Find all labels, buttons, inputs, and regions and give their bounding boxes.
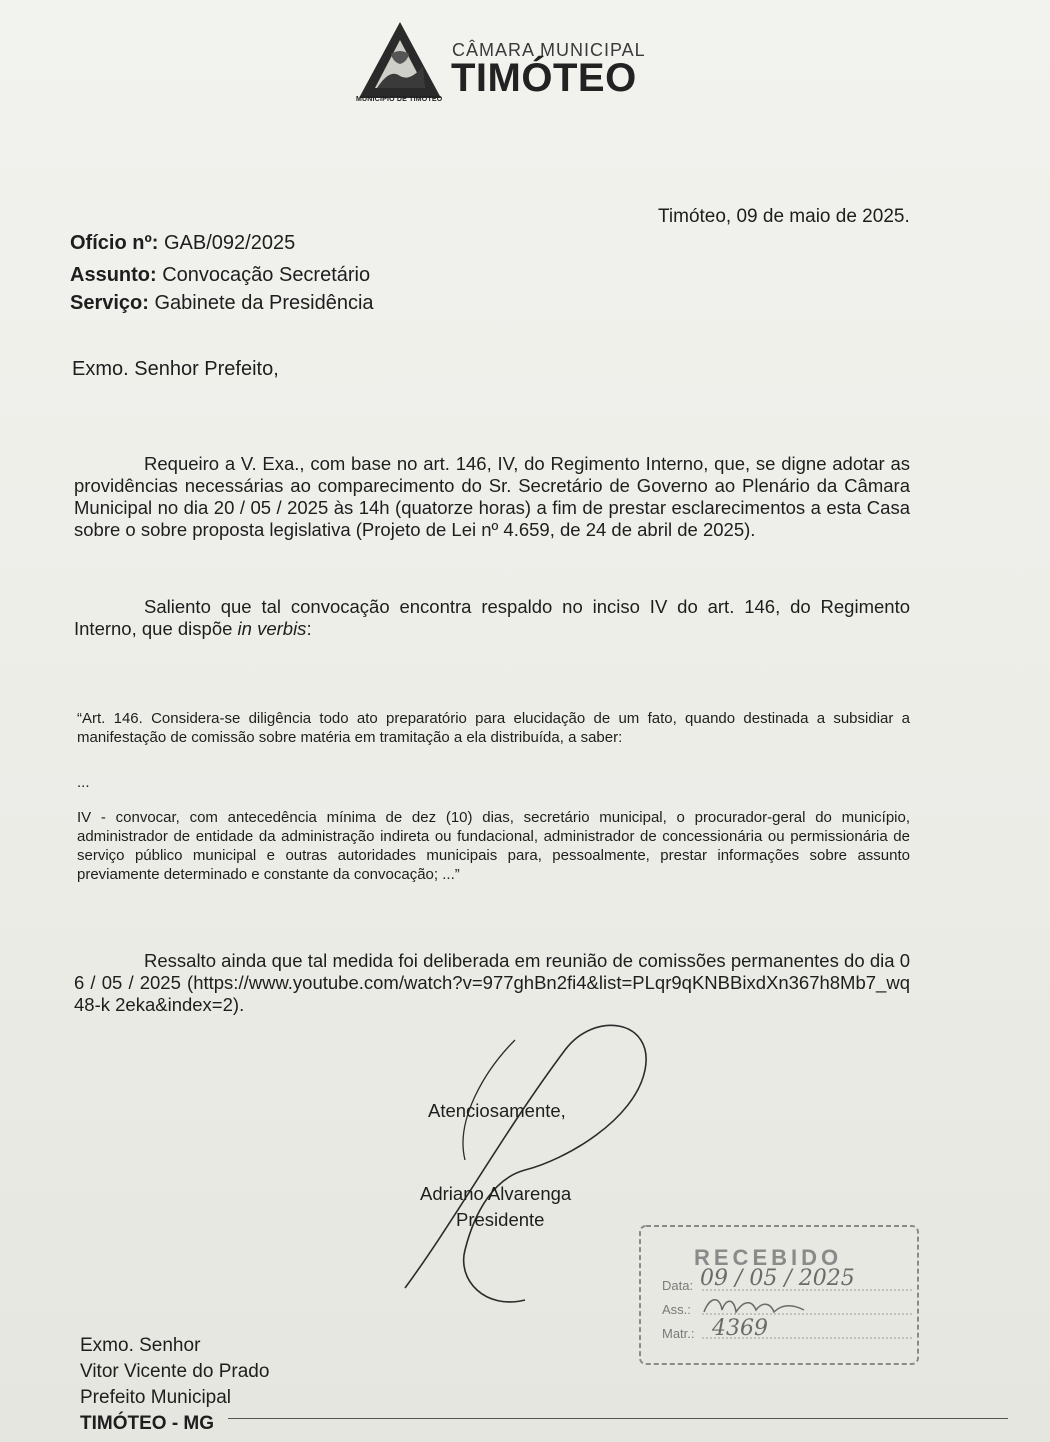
closing: Atenciosamente,	[428, 1100, 566, 1121]
paragraph-request-text: Requeiro a V. Exa., com base no art. 146, IV, do Regimento Interno, que, se digne adotar as providências necessárias ao comparecimento do Sr. Secretário de Governo ao Plenário da Câmara Municipal no dia 20 / 05 / 2025 às 14h (quatorze horas) a fim de prestar esclarecimentos a esta Casa sobre o sobre proposta legislativa (Projeto de Lei nº 4.659, de 24 de abril de 2025).	[74, 453, 910, 540]
date-line: Timóteo, 09 de maio de 2025.	[658, 206, 910, 227]
recipient-line-2: Vitor Vicente do Prado	[80, 1361, 270, 1382]
stamp-data-value: 09 / 05 / 2025	[700, 1266, 855, 1291]
oficio-value: GAB/092/2025	[163, 232, 296, 254]
recipient-block	[80, 1333, 269, 1437]
recipient-line-4: TIMÓTEO - MG	[80, 1413, 215, 1434]
quote-article: “Art. 146. Considera-se diligência todo ato preparatório para elucidação de um fato, quando destinada a subsidiar a manifestação de comissão sobre matéria em tramitação a ela distribuída, a saber:	[77, 710, 910, 746]
assunto-line	[70, 264, 370, 287]
paragraph-deliberation-text: Ressalto ainda que tal medida foi deliberada em reunião de comissões permanentes do dia 06 / 05 / 2025 (https://www.youtube.com/watch?v=977ghBn2fi4&list=PLqr9qKNBBixdXn367h8Mb7_wq48-k 2eka&index=2).	[74, 950, 910, 1015]
paragraph-basis	[74, 596, 910, 640]
handwritten-signature	[395, 1010, 665, 1310]
recipient-line-3: Prefeito Municipal	[80, 1387, 232, 1408]
signer-role: Presidente	[456, 1209, 545, 1230]
salutation: Exmo. Senhor Prefeito,	[72, 358, 279, 380]
oficio-line	[70, 232, 295, 255]
quote-ellipsis: ...	[77, 774, 90, 791]
paragraph-basis-end: :	[306, 618, 312, 639]
paragraph-request	[74, 453, 910, 541]
servico-label: Serviço:	[70, 292, 149, 314]
stamp-mat-value: 4369	[712, 1316, 768, 1341]
org-name-main: TIMÓTEO	[451, 56, 637, 100]
signer-name: Adriano Alvarenga	[420, 1183, 572, 1204]
footer-rule	[228, 1418, 1008, 1419]
stamp-data-label: Data:	[662, 1278, 694, 1293]
assunto-label: Assunto:	[70, 264, 157, 286]
servico-line	[70, 292, 374, 315]
paragraph-deliberation	[74, 950, 910, 1016]
camara-logo-icon	[355, 18, 445, 108]
oficio-label: Ofício nº:	[70, 232, 159, 254]
in-verbis: in verbis	[237, 618, 307, 639]
stamp-title: RECEBIDO	[694, 1245, 843, 1270]
stamp-mat-label: Matr.:	[662, 1326, 695, 1341]
assunto-value: Convocação Secretário	[162, 264, 371, 286]
paragraph-basis-text: Saliento que tal convocação encontra respaldo no inciso IV do art. 146, do Regimento Interno, que dispõe	[74, 596, 910, 639]
quote-item-iv: IV - convocar, com antecedência mínima de dez (10) dias, secretário municipal, o procurador-geral do município, administrador de entidade da administração indireta ou fundacional, administrador de concessionária ou permissionária de serviço público municipal e outras autoridades municipais para, pessoalmente, prestar informações sobre assunto previamente determinado e constante da convocação; ...”	[77, 809, 910, 883]
recipient-line-1: Exmo. Senhor	[80, 1335, 201, 1356]
logo-caption: MUNICÍPIO DE TIMÓTEO	[356, 96, 443, 103]
servico-value: Gabinete da Presidência	[154, 292, 374, 314]
org-name-top: CÂMARA MUNICIPAL	[452, 40, 646, 60]
stamp-ass-label: Ass.:	[662, 1302, 691, 1317]
